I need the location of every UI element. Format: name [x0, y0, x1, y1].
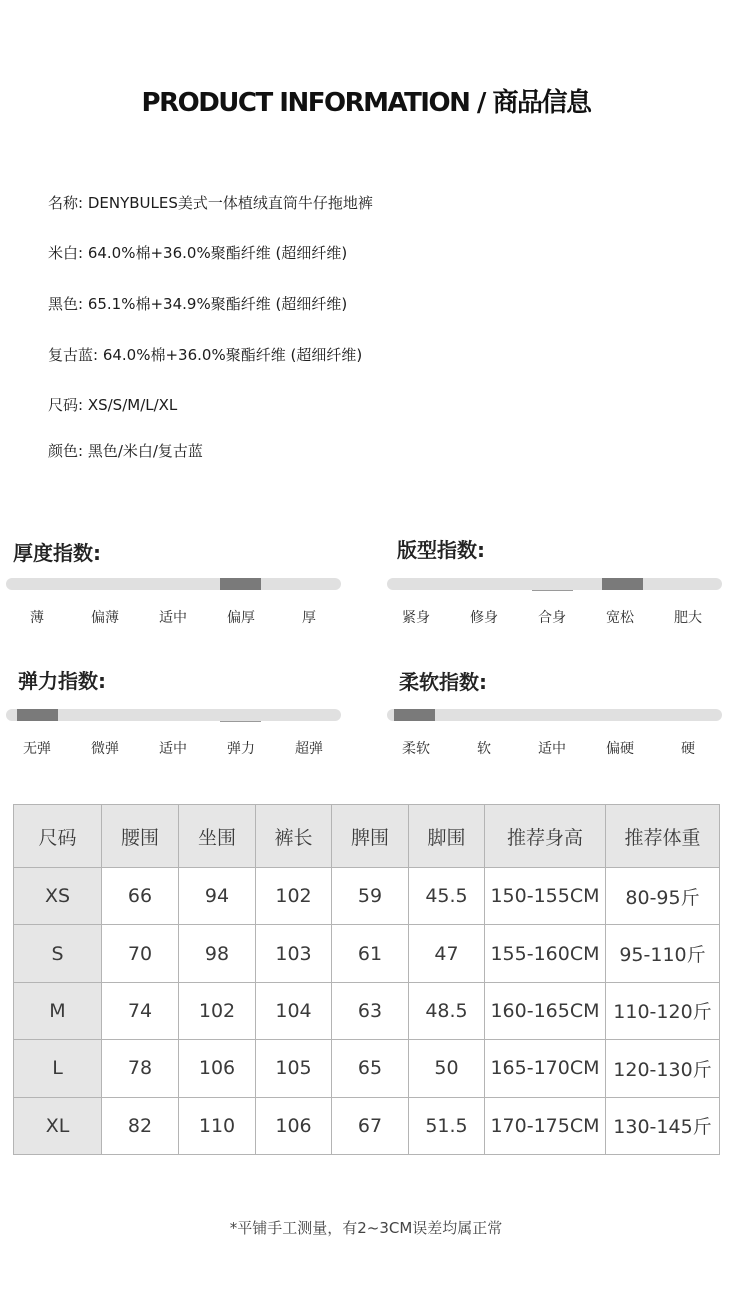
measurement-note: *平铺手工测量，有2~3CM误差均属正常: [229, 1219, 503, 1237]
softness-label: 偏硬: [606, 741, 634, 757]
table-cell: M: [14, 982, 102, 1039]
table-cell: 67: [332, 1097, 409, 1154]
table-header: 脾围: [332, 805, 409, 868]
table-cell: 102: [256, 868, 332, 925]
material-offwhite: 米白: 64.0%棉+36.0%聚酯纤维 (超细纤维): [48, 244, 348, 262]
available-sizes: 尺码: XS/S/M/L/XL: [48, 396, 178, 414]
table-cell: 94: [179, 868, 256, 925]
table-cell: 70: [102, 925, 179, 982]
fit-label: 宽松: [606, 610, 634, 626]
thickness-marker: [220, 578, 261, 590]
material-vintage-blue: 复古蓝: 64.0%棉+36.0%聚酯纤维 (超细纤维): [48, 346, 363, 364]
size-table: [13, 804, 720, 1155]
thickness-label: 适中: [159, 610, 187, 626]
table-cell: S: [14, 925, 102, 982]
softness-label: 软: [477, 741, 491, 757]
table-header: 推荐身高: [485, 805, 606, 868]
table-cell: 50: [409, 1040, 485, 1097]
softness-label: 适中: [538, 741, 566, 757]
softness-index-title: 柔软指数:: [399, 670, 487, 694]
table-cell: 110-120斤: [606, 982, 720, 1039]
table-header-row: [14, 805, 720, 868]
table-cell: 63: [332, 982, 409, 1039]
table-row: [14, 1040, 720, 1097]
elasticity-index-title: 弹力指数:: [18, 669, 106, 693]
elasticity-label: 适中: [159, 741, 187, 757]
table-header: 裤长: [256, 805, 332, 868]
thickness-label: 薄: [30, 610, 44, 626]
softness-label: 柔软: [402, 741, 430, 757]
table-cell: 160-165CM: [485, 982, 606, 1039]
table-cell: 130-145斤: [606, 1097, 720, 1154]
elasticity-track: [6, 709, 341, 721]
fit-faint-marker: [532, 590, 573, 591]
table-row: [14, 925, 720, 982]
table-cell: 165-170CM: [485, 1040, 606, 1097]
page-title: PRODUCT INFORMATION / 商品信息: [141, 88, 591, 118]
elasticity-label: 微弹: [91, 741, 119, 757]
thickness-index-title: 厚度指数:: [13, 541, 101, 565]
elasticity-label: 超弹: [295, 741, 323, 757]
table-row: [14, 1097, 720, 1154]
table-cell: XL: [14, 1097, 102, 1154]
table-cell: 120-130斤: [606, 1040, 720, 1097]
table-header: 脚围: [409, 805, 485, 868]
table-cell: 155-160CM: [485, 925, 606, 982]
table-cell: L: [14, 1040, 102, 1097]
table-header: 腰围: [102, 805, 179, 868]
table-cell: 103: [256, 925, 332, 982]
table-header: 坐围: [179, 805, 256, 868]
softness-track: [387, 709, 722, 721]
table-row: [14, 868, 720, 925]
table-cell: 106: [179, 1040, 256, 1097]
thickness-label: 偏薄: [91, 610, 119, 626]
thickness-label: 厚: [302, 610, 316, 626]
fit-label: 肥大: [674, 610, 702, 626]
fit-label: 合身: [538, 610, 566, 626]
table-cell: 78: [102, 1040, 179, 1097]
table-cell: 48.5: [409, 982, 485, 1039]
table-cell: 51.5: [409, 1097, 485, 1154]
table-cell: 66: [102, 868, 179, 925]
table-cell: 65: [332, 1040, 409, 1097]
table-cell: 98: [179, 925, 256, 982]
elasticity-label: 无弹: [23, 741, 51, 757]
fit-marker: [602, 578, 643, 590]
material-black: 黑色: 65.1%棉+34.9%聚酯纤维 (超细纤维): [48, 295, 348, 313]
elasticity-marker: [17, 709, 58, 721]
table-header: 推荐体重: [606, 805, 720, 868]
table-cell: 150-155CM: [485, 868, 606, 925]
elasticity-label: 弹力: [227, 741, 255, 757]
elasticity-faint-marker: [220, 721, 261, 722]
fit-label: 修身: [470, 610, 498, 626]
fit-track: [387, 578, 722, 590]
product-name: 名称: DENYBULES美式一体植绒直筒牛仔拖地裤: [48, 194, 373, 212]
table-cell: 47: [409, 925, 485, 982]
table-row: [14, 982, 720, 1039]
softness-label: 硬: [681, 741, 695, 757]
table-header: 尺码: [14, 805, 102, 868]
fit-index-title: 版型指数:: [397, 538, 485, 562]
table-cell: 80-95斤: [606, 868, 720, 925]
table-cell: 170-175CM: [485, 1097, 606, 1154]
table-cell: 102: [179, 982, 256, 1039]
table-cell: 74: [102, 982, 179, 1039]
thickness-label: 偏厚: [227, 610, 255, 626]
table-cell: 59: [332, 868, 409, 925]
available-colors: 颜色: 黑色/米白/复古蓝: [48, 442, 203, 460]
table-cell: 82: [102, 1097, 179, 1154]
fit-label: 紧身: [402, 610, 430, 626]
thickness-track: [6, 578, 341, 590]
table-cell: 110: [179, 1097, 256, 1154]
table-cell: 61: [332, 925, 409, 982]
table-cell: 105: [256, 1040, 332, 1097]
table-cell: 95-110斤: [606, 925, 720, 982]
table-cell: XS: [14, 868, 102, 925]
softness-marker: [394, 709, 435, 721]
table-cell: 45.5: [409, 868, 485, 925]
table-cell: 104: [256, 982, 332, 1039]
table-cell: 106: [256, 1097, 332, 1154]
